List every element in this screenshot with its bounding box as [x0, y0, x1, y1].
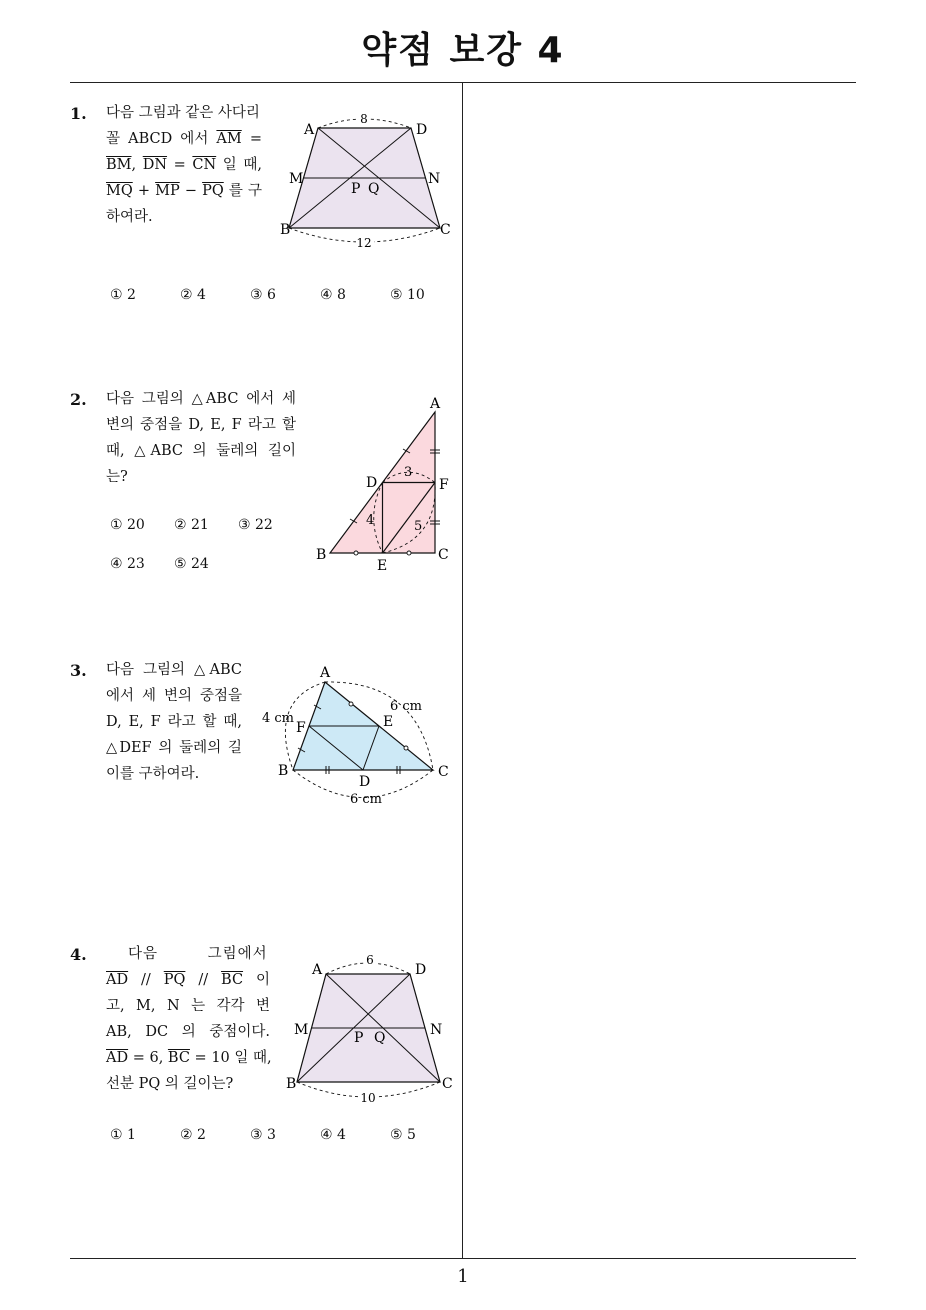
q2-choice-3[interactable]: ③ 22	[238, 517, 273, 533]
q2-label-f: F	[439, 477, 449, 493]
q1-label-d: D	[416, 122, 428, 138]
question-2-text	[106, 386, 296, 490]
q1-label-q: Q	[368, 181, 380, 197]
q4-top-length: 6	[366, 953, 374, 967]
question-1-text	[106, 100, 262, 230]
q4-line-2: $\overline{AD} // \overline{PQ} // \overline{BC}$ 이	[106, 972, 270, 988]
q3-line-1: 다음 그림의 △ABC	[106, 662, 242, 678]
q1-line-2: 꼴 ABCD 에서 $\overline{AM}$ =	[106, 131, 262, 147]
q1-choice-3[interactable]: ③ 6	[250, 287, 276, 303]
q4-line-5: $\overline{AD} = 6$, $\overline{BC} = 10$ 일 때,	[106, 1050, 272, 1066]
q1-top-length: 8	[360, 112, 368, 126]
question-1-figure	[278, 108, 458, 253]
q4-line-1: 다음 그림에서	[128, 946, 268, 962]
q2-label-a: A	[430, 396, 441, 412]
question-4-number: 4.	[70, 945, 87, 964]
q2-line-3: 때, △ABC 의 둘레의 길이	[106, 443, 296, 459]
q2-label-d: D	[366, 475, 378, 491]
q4-label-b: B	[286, 1076, 297, 1092]
q2-line-2: 변의 중점을 D, E, F 라고 할	[106, 417, 296, 433]
q2-line-1: 다음 그림의 △ABC 에서 세	[106, 391, 296, 407]
q2-label-c: C	[438, 547, 449, 563]
question-3-number: 3.	[70, 661, 87, 680]
q1-label-m: M	[289, 171, 304, 187]
question-3-text	[106, 657, 242, 787]
q2-choice-2[interactable]: ② 21	[174, 517, 209, 533]
q1-line-3: $\overline{BM}$, $\overline{DN} = \overline{CN}$ 일 때,	[106, 157, 262, 173]
q3-length-ab: 4 cm	[262, 711, 295, 726]
q4-line-6: 선분 PQ 의 길이는?	[106, 1076, 234, 1092]
q1-choice-1[interactable]: ① 2	[110, 287, 136, 303]
q1-line-1: 다음 그림과 같은 사다리	[106, 105, 260, 121]
q2-label-e: E	[377, 558, 388, 574]
header-rule	[70, 82, 856, 83]
question-2-number: 2.	[70, 390, 87, 409]
q3-label-f: F	[296, 720, 306, 736]
q3-line-4: △DEF 의 둘레의 길	[106, 740, 242, 756]
q1-label-n: N	[428, 171, 441, 187]
q2-label-b: B	[316, 547, 327, 563]
q1-choice-4[interactable]: ④ 8	[320, 287, 346, 303]
q3-length-ac: 6 cm	[390, 699, 423, 714]
q4-label-m: M	[294, 1022, 309, 1038]
q1-label-p: P	[351, 181, 361, 197]
q3-length-bc: 6 cm	[350, 792, 383, 807]
q3-line-3: D, E, F 라고 할 때,	[106, 714, 242, 730]
q1-label-a: A	[304, 122, 315, 138]
question-1-number: 1.	[70, 104, 87, 123]
q4-label-a: A	[312, 962, 323, 978]
q3-label-e: E	[383, 714, 394, 730]
q3-line-2: 에서 세 변의 중점을	[106, 688, 242, 704]
q2-line-4: 는?	[106, 469, 128, 485]
q3-label-a: A	[320, 665, 331, 681]
question-3-figure	[258, 660, 458, 812]
q4-label-c: C	[442, 1076, 453, 1092]
q2-length-ef: 5	[414, 519, 423, 534]
q2-length-de: 4	[366, 513, 375, 528]
q4-choice-4[interactable]: ④ 4	[320, 1127, 346, 1143]
q4-bottom-length: 10	[360, 1091, 376, 1105]
q2-choice-4[interactable]: ④ 23	[110, 556, 145, 572]
q4-line-4: AB, DC 의 중점이다.	[106, 1024, 270, 1040]
q4-label-n: N	[430, 1022, 443, 1038]
q3-line-5: 이를 구하여라.	[106, 766, 200, 782]
q1-choice-5[interactable]: ⑤ 10	[390, 287, 425, 303]
q1-bottom-length: 12	[356, 236, 372, 250]
q2-choice-5[interactable]: ⑤ 24	[174, 556, 209, 572]
q2-length-df: 3	[404, 465, 413, 480]
q3-label-d: D	[359, 774, 371, 790]
q4-label-d: D	[415, 962, 427, 978]
q1-label-b: B	[280, 222, 291, 238]
q4-choice-5[interactable]: ⑤ 5	[390, 1127, 416, 1143]
q4-choice-3[interactable]: ③ 3	[250, 1127, 276, 1143]
q3-label-b: B	[278, 763, 289, 779]
page-number: 1	[457, 1266, 469, 1287]
q4-choice-2[interactable]: ② 2	[180, 1127, 206, 1143]
q1-line-5: 하여라.	[106, 209, 153, 225]
q3-label-c: C	[438, 764, 449, 780]
q1-label-c: C	[440, 222, 451, 238]
question-2-figure	[310, 390, 460, 575]
q4-line-3: 고, M, N 는 각각 변	[106, 998, 270, 1014]
q4-choice-1[interactable]: ① 1	[110, 1127, 136, 1143]
q4-label-q: Q	[374, 1030, 386, 1046]
question-4-figure	[284, 950, 460, 1110]
column-divider	[462, 82, 463, 1258]
q1-choice-2[interactable]: ② 4	[180, 287, 206, 303]
q2-choice-1[interactable]: ① 20	[110, 517, 145, 533]
question-4-text	[106, 941, 270, 1097]
q4-label-p: P	[354, 1030, 364, 1046]
page-title: 약점 보강 4	[361, 30, 565, 71]
q1-line-4: $\overline{MQ} + \overline{MP} - \overline{PQ}$ 를 구	[106, 183, 262, 199]
footer-rule	[70, 1258, 856, 1259]
